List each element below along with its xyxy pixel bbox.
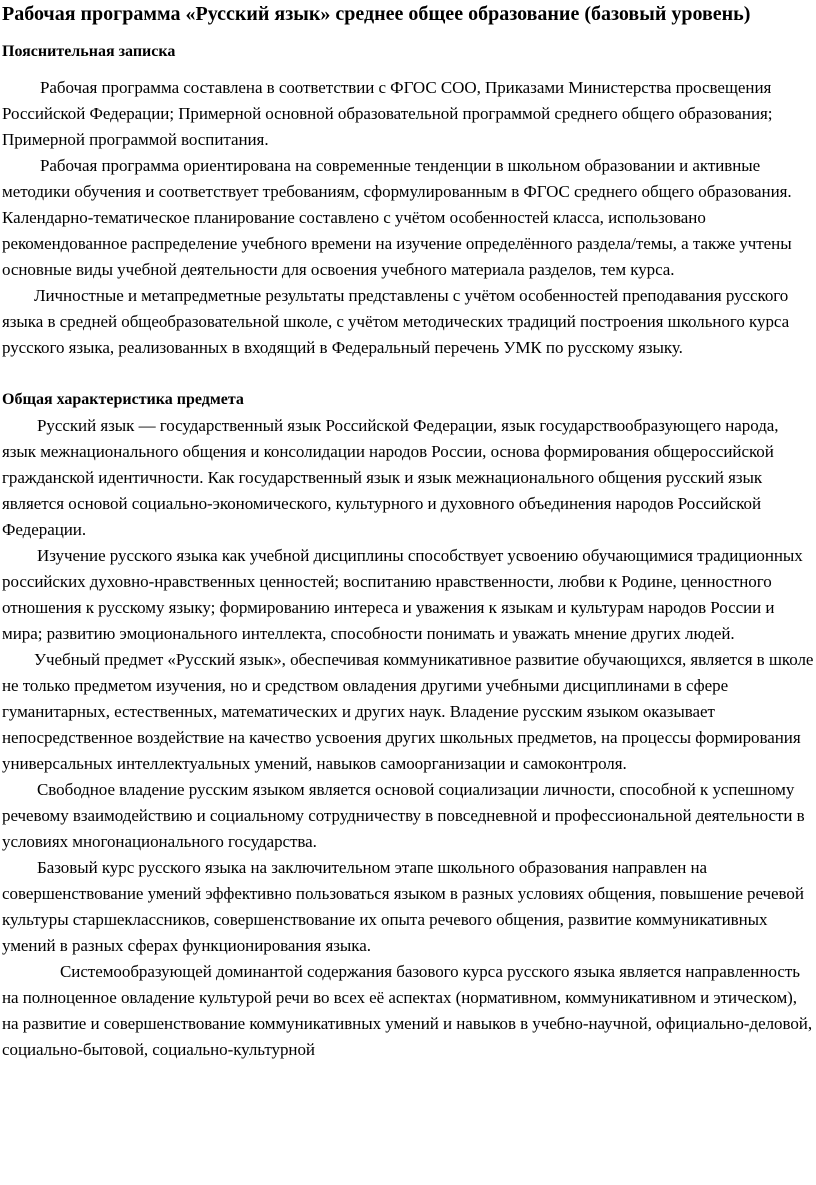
- spacer: [2, 361, 816, 387]
- spacer: [2, 65, 816, 75]
- paragraph: Изучение русского языка как учебной дисциплины способствует усвоению обучающимися традиционных российских духовно-нравственных ценностей; воспитанию нравственности, любви к Родине, ценностного отношения к русскому языку; формированию интереса и уважения к языкам и культурам народов России и мира; развитию эмоционального интеллекта, способности понимать и уважать мнение других людей.: [2, 546, 803, 643]
- paragraph: Свободное владение русским языком является основой социализации личности, способной к успешному речевому взаимодействию и социальному сотрудничеству в повседневной и профессиональной деятельности в условиях многонационального государства.: [2, 780, 805, 851]
- paragraph: Русский язык — государственный язык Российской Федерации, язык государствообразующего народа, язык межнационального общения и консолидации народов России, основа формирования общероссийской гражданской идентичности. Как государственный язык и язык межнационального общения русский язык является основой социально-экономического, культурного и духовного объединения народов Российской Федерации.: [2, 416, 779, 539]
- paragraph: Личностные и метапредметные результаты представлены с учётом особенностей преподавания русского языка в средней общеобразовательной школе, с учётом методических традиций построения школьного курса русского языка, реализованных в входящий в Федеральный перечень УМК по русскому языку.: [2, 286, 790, 357]
- paragraph: Рабочая программа составлена в соответствии с ФГОС СОО, Приказами Министерства просвещения Российской Федерации; Примерной основной образовательной программой среднего общего образования; Примерной программой воспитания.: [2, 78, 773, 149]
- document-title: Рабочая программа «Русский язык» среднее общее образование (базовый уровень): [2, 3, 751, 25]
- section-heading-explanatory-note: Пояснительная записка: [2, 43, 176, 60]
- paragraph: Учебный предмет «Русский язык», обеспечивая коммуникативное развитие обучающихся, является в школе не только предметом изучения, но и средством овладения другими учебными дисциплинами в сфере гуманитарных, естественных, математических и других наук. Владение русским языком оказывает непосредственное воздействие на качество усвоения других школьных предметов, на процессы формирования универсальных интеллектуальных умений, навыков самоорганизации и самоконтроля.: [2, 650, 814, 773]
- section-heading-subject-characteristics: Общая характеристика предмета: [2, 391, 244, 408]
- paragraph: Рабочая программа ориентирована на современные тенденции в школьном образовании и активные методики обучения и соответствует требованиям, сформулированным в ФГОС среднего общего образования. Календарно-тематическое планирование составлено с учётом особенностей класса, использовано рекомендованное распределение учебного времени на изучение определённого раздела/темы, а также учтены основные виды учебной деятельности для освоения учебного материала разделов, тем курса.: [2, 156, 792, 279]
- spacer: [2, 29, 816, 39]
- paragraph: Системообразующей доминантой содержания базового курса русского языка является направленность на полноценное овладение культурой речи во всех её аспектах (нормативном, коммуникативном и этическом), на развитие и совершенствование коммуникативных умений и навыков в учебно-научной, официально-деловой, социально-бытовой, социально-культурной: [2, 962, 813, 1059]
- paragraph: Базовый курс русского языка на заключительном этапе школьного образования направлен на совершенствование умений эффективно пользоваться языком в разных условиях общения, повышение речевой культуры старшеклассников, совершенствование их опыта речевого общения, развитие коммуникативных умений в разных сферах функционирования языка.: [2, 858, 804, 955]
